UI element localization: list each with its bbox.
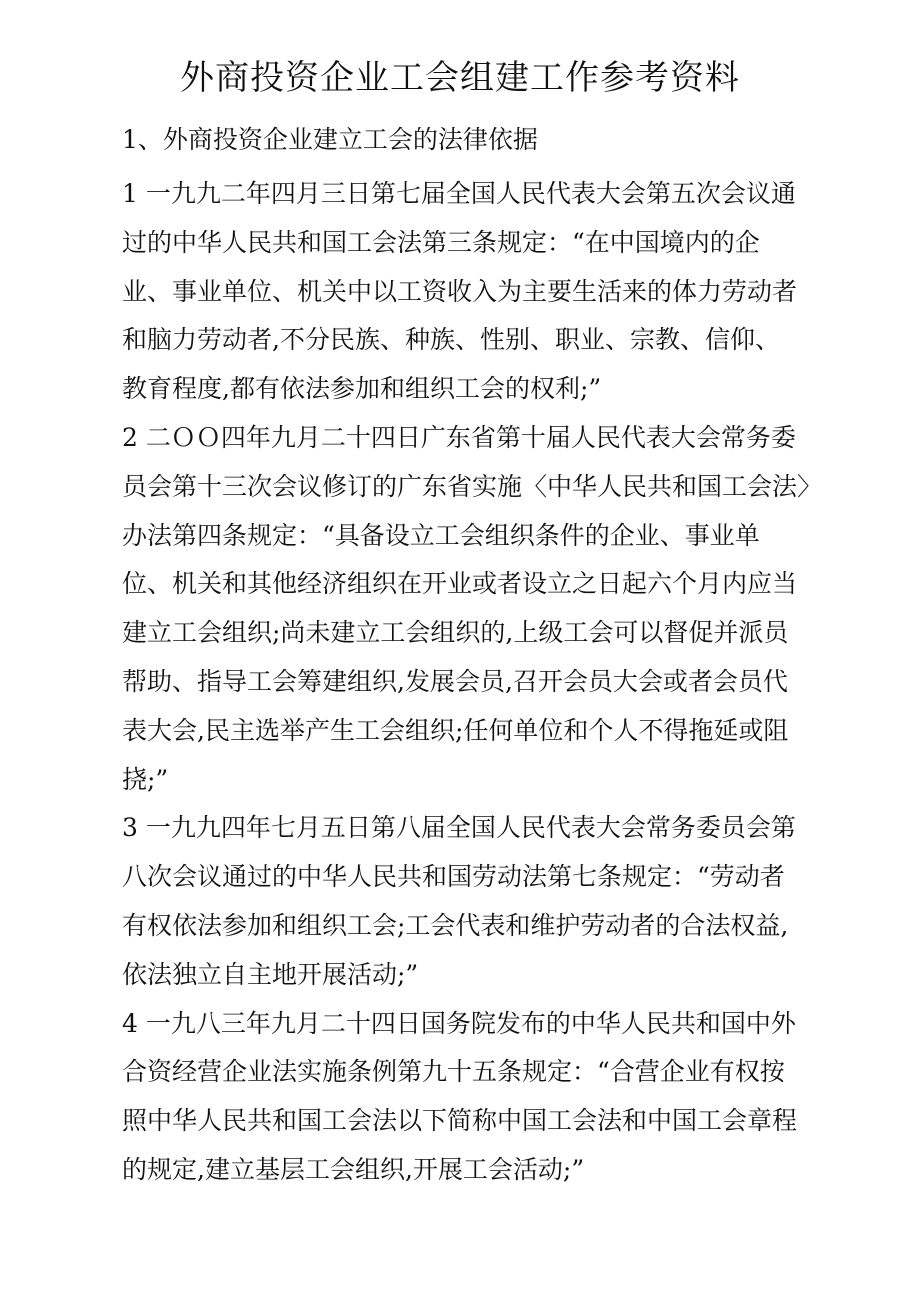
document-body xyxy=(122,116,823,1195)
paragraph-line: 依法独立自主地开展活动;” xyxy=(122,959,419,989)
paragraph-line: 挠;” xyxy=(122,764,169,794)
paragraph-line: 合资经营企业法实施条例第九十五条规定：“合营企业有权按 xyxy=(122,1057,785,1087)
paragraph-line: 位、机关和其他经济组织在开业或者设立之日起六个月内应当 xyxy=(122,569,798,599)
paragraph-line: 4 一九八三年九月二十四日国务院发布的中华人民共和国中外 xyxy=(122,1008,796,1038)
page-title: 外商投资企业工会组建工作参考资料 xyxy=(180,58,740,98)
paragraph-line: 建立工会组织;尚未建立工会组织的,上级工会可以督促并派员 xyxy=(122,618,789,648)
paragraph-2 xyxy=(122,414,823,804)
paragraph-line: 有权依法参加和组织工会;工会代表和维护劳动者的合法权益, xyxy=(122,910,789,940)
paragraph-line: 的规定,建立基层工会组织,开展工会活动;” xyxy=(122,1154,585,1184)
paragraph-1 xyxy=(122,170,802,414)
paragraph-line: 表大会,民主选举产生工会组织;任何单位和个人不得拖延或阻 xyxy=(122,715,789,745)
paragraph-line: 照中华人民共和国工会法以下简称中国工会法和中国工会章程 xyxy=(122,1106,798,1136)
section-heading: 1、外商投资企业建立工会的法律依据 xyxy=(122,125,538,154)
paragraph-line: 办法第四条规定：“具备设立工会组织条件的企业、事业单 xyxy=(122,520,760,550)
paragraph-line: 3 一九九四年七月五日第八届全国人民代表大会常务委员会第 xyxy=(122,813,796,843)
paragraph-4 xyxy=(122,1000,802,1195)
paragraph-line: 八次会议通过的中华人民共和国劳动法第七条规定：“劳动者 xyxy=(122,862,785,892)
paragraph-line: 1 一九九二年四月三日第七届全国人民代表大会第五次会议通 xyxy=(122,179,796,208)
paragraph-3 xyxy=(122,804,802,999)
paragraph-line: 帮助、指导工会筹建组织,发展会员,召开会员大会或者会员代 xyxy=(122,666,788,696)
paragraph-line: 业、事业单位、机关中以工资收入为主要生活来的体力劳动者 xyxy=(122,276,798,306)
paragraph-line: 员会第十三次会议修订的广东省实施〈中华人民共和国工会法〉 xyxy=(122,471,823,501)
paragraph-line: 教育程度,都有依法参加和组织工会的权利;” xyxy=(122,374,602,404)
paragraph-line: 2 二ＯＯ四年九月二十四日广东省第十届人民代表大会常务委 xyxy=(122,422,796,452)
paragraph-line: 和脑力劳动者,不分民族、种族、性别、职业、宗教、信仰、 xyxy=(122,325,780,355)
paragraph-line: 过的中华人民共和国工会法第三条规定：“在中国境内的企 xyxy=(122,227,760,257)
